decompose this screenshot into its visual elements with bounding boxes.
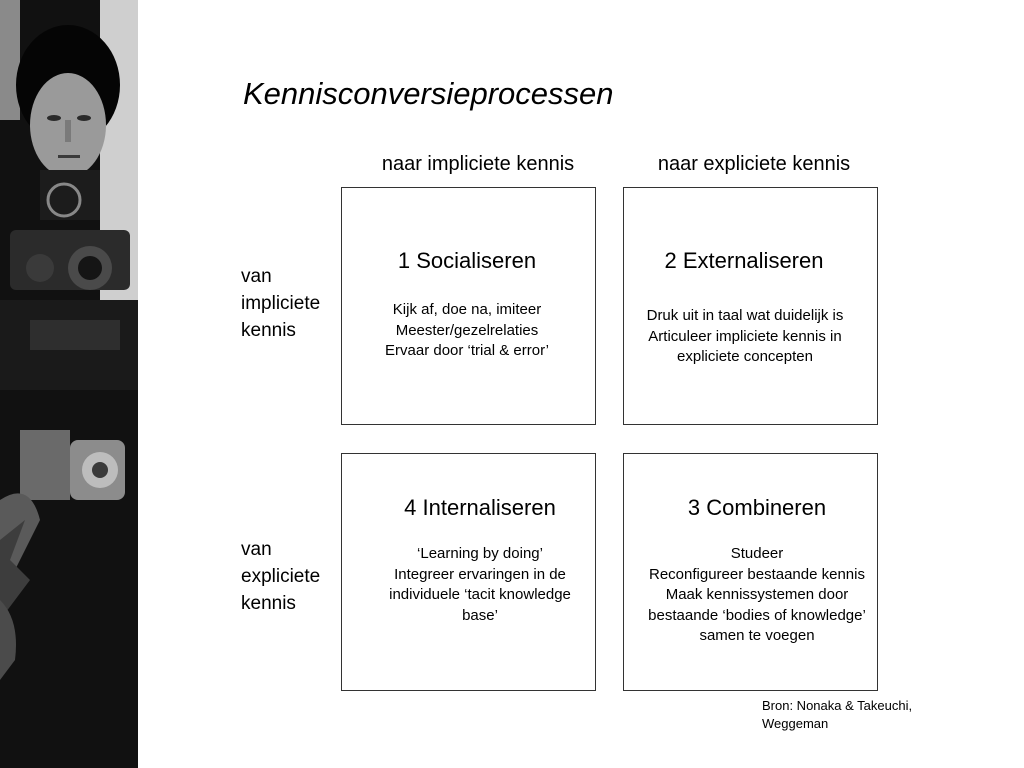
cell-title-externaliseren: 2 Externaliseren [664, 248, 824, 273]
cell-line: ‘Learning by doing’ [417, 545, 543, 562]
cell-line: Reconfigureer bestaande kennis [649, 565, 865, 583]
column-header-explicit: naar expliciete kennis [657, 153, 851, 175]
source-line: Bron: Nonaka & Takeuchi, [762, 698, 913, 713]
cell-text-combineren [622, 544, 892, 647]
cell-line: bestaande ‘bodies of knowledge’ [648, 606, 866, 624]
cell-line: Integreer ervaringen in de [394, 565, 566, 583]
row-header-implicit [241, 263, 341, 344]
cell-title-combineren: 3 Combineren [687, 495, 827, 520]
cell-title-socialiseren: 1 Socialiseren [397, 248, 537, 273]
row-header-explicit [241, 536, 341, 617]
row-header-line: kennis [241, 593, 296, 614]
row-header-line: impliciete [241, 293, 321, 314]
source-line: Weggeman [762, 716, 829, 731]
cell-text-socialiseren [332, 300, 602, 362]
cell-line: individuele ‘tacit knowledge [389, 586, 571, 603]
cell-text-externaliseren [610, 306, 880, 368]
row-header-line: van [241, 266, 272, 287]
slide-title: Kennisconversieprocessen [243, 76, 614, 111]
decorative-photo [0, 0, 138, 768]
cell-title-internaliseren: 4 Internaliseren [404, 495, 556, 520]
cell-line: expliciete concepten [677, 348, 813, 365]
cell-line: Maak kennissystemen door [665, 586, 849, 603]
row-header-line: expliciete [241, 566, 321, 587]
cell-line: Druk uit in taal wat duidelijk is [646, 307, 844, 324]
cell-line: Studeer [730, 545, 784, 562]
column-header-implicit: naar impliciete kennis [381, 153, 575, 175]
row-header-line: van [241, 539, 272, 560]
source-citation [762, 697, 912, 733]
row-header-line: kennis [241, 320, 296, 341]
cell-line: Kijk af, doe na, imiteer [392, 301, 542, 318]
cell-line: Meester/gezelrelaties [395, 321, 539, 339]
cell-line: base’ [462, 606, 498, 624]
cell-line: Articuleer impliciete kennis in [648, 327, 842, 345]
cell-line: Ervaar door ‘trial & error’ [385, 342, 549, 359]
cell-text-internaliseren [345, 544, 615, 626]
cell-line: samen te voegen [699, 627, 815, 644]
